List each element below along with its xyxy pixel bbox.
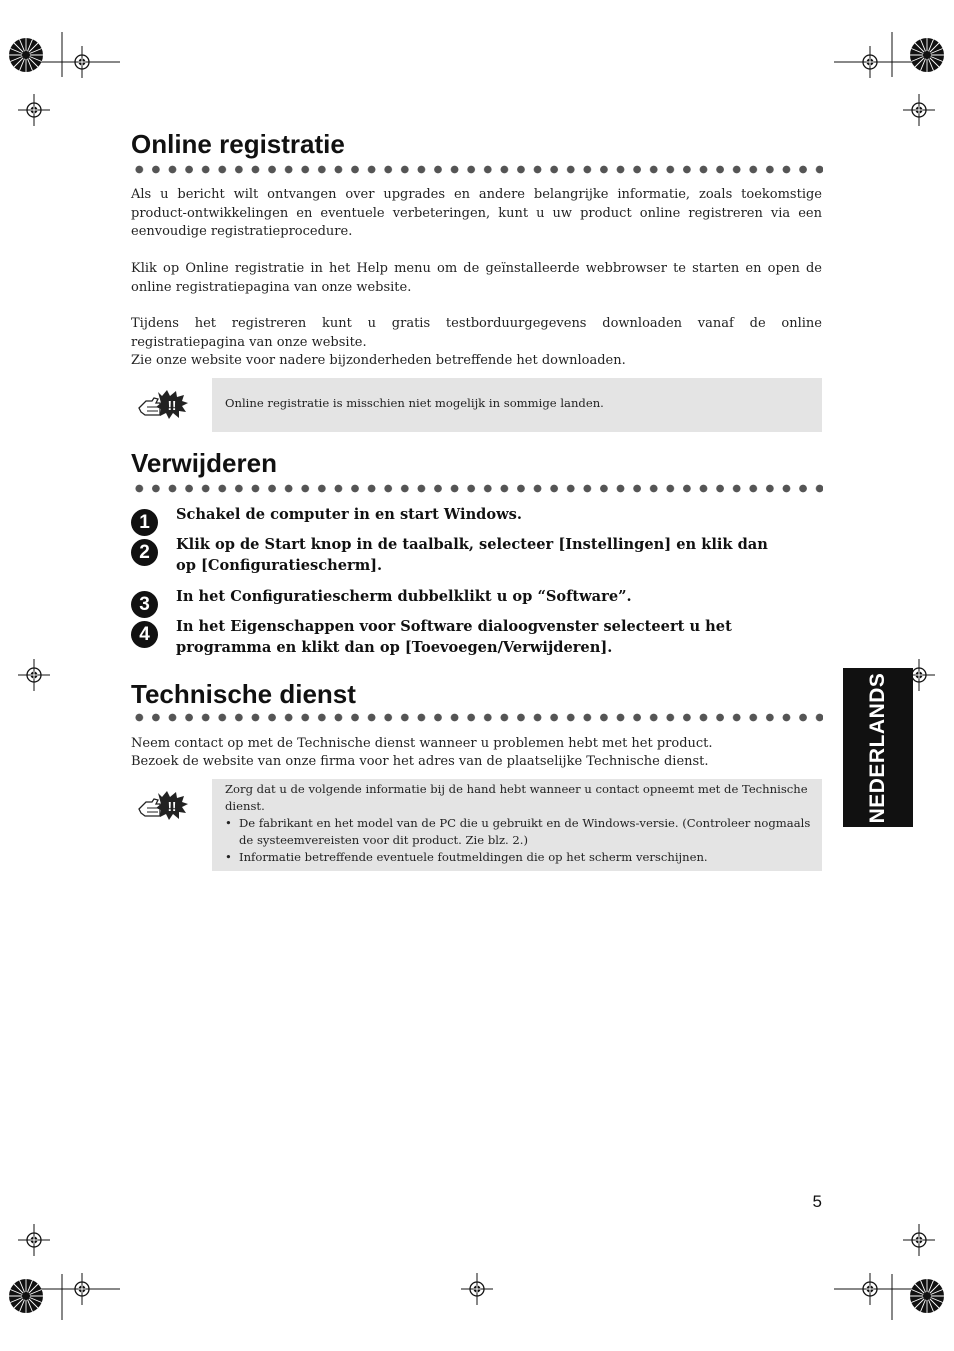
hand-pointing-exclamation-icon (136, 388, 190, 420)
step-number-4: 4 (131, 621, 158, 648)
step-number-1: 1 (131, 509, 158, 536)
dotted-divider (131, 484, 823, 493)
list-item: • Informatie betreffende eventuele foutmeldingen die op het scherm verschijnen. (225, 849, 813, 866)
page-number: 5 (812, 1192, 822, 1211)
step-text-3: In het Configuratiescherm dubbelklikt u op “Software”. (176, 588, 632, 605)
section-title-support: Technische dienst (131, 679, 356, 709)
language-side-tab (843, 668, 913, 827)
note-box-support (212, 779, 822, 871)
hand-pointing-exclamation-icon (136, 789, 190, 821)
svg-text:!!: !! (167, 799, 177, 814)
step-text-2: Klik op de Start knop in de taalbalk, selecteer [Instellingen] en klik dan op [Configuratiescherm]. (176, 536, 768, 574)
dotted-divider (131, 713, 823, 722)
language-tab-label: NEDERLANDS (866, 672, 889, 823)
support-paragraph-1: Neem contact op met de Technische dienst wanneer u problemen hebt met het product. (131, 736, 713, 751)
step-text-4: In het Eigenschappen voor Software dialoogvenster selecteert u het programma en klikt dan op [Toevoegen/Verwijderen]. (176, 618, 732, 656)
section-title-registration: Online registratie (131, 129, 345, 159)
svg-text:!!: !! (167, 398, 177, 413)
note-content (225, 781, 813, 866)
registration-paragraph-3: Tijdens het registreren kunt u gratis testborduurgegevens downloaden vanaf de online registratiepagina van onze website. (131, 316, 822, 350)
step-number-2: 2 (131, 539, 158, 566)
support-paragraph-2: Bezoek de website van onze firma voor het adres van de plaatselijke Technische dienst. (131, 754, 709, 769)
list-item: • De fabrikant en het model van de PC die u gebruikt en de Windows-versie. (Controleer nogmaals de systeemvereisten voor dit product. Zie blz. 2.) (225, 815, 813, 849)
note-text: Online registratie is misschien niet mogelijk in sommige landen. (225, 396, 604, 410)
note-intro: Zorg dat u de volgende informatie bij de hand hebt wanneer u contact opneemt met de Technische dienst. (225, 782, 808, 813)
registration-paragraph-1: Als u bericht wilt ontvangen over upgrades en andere belangrijke informatie, zoals toekomstige product-ontwikkelingen en eventuele verbeteringen, kunt u uw product online registreren via een eenvoudige registratieprocedure. (131, 187, 822, 239)
dotted-divider (131, 165, 823, 174)
note-box-registration (212, 378, 822, 432)
registration-paragraph-2: Klik op Online registratie in het Help menu om de geïnstalleerde webbrowser te starten en open de online registratiepagina van onze website. (131, 261, 822, 295)
step-text-1: Schakel de computer in en start Windows. (176, 506, 522, 523)
registration-paragraph-4: Zie onze website voor nadere bijzonderheden betreffende het downloaden. (131, 353, 626, 368)
step-number-3: 3 (131, 591, 158, 618)
note-list (225, 815, 813, 866)
section-title-uninstall: Verwijderen (131, 448, 277, 478)
